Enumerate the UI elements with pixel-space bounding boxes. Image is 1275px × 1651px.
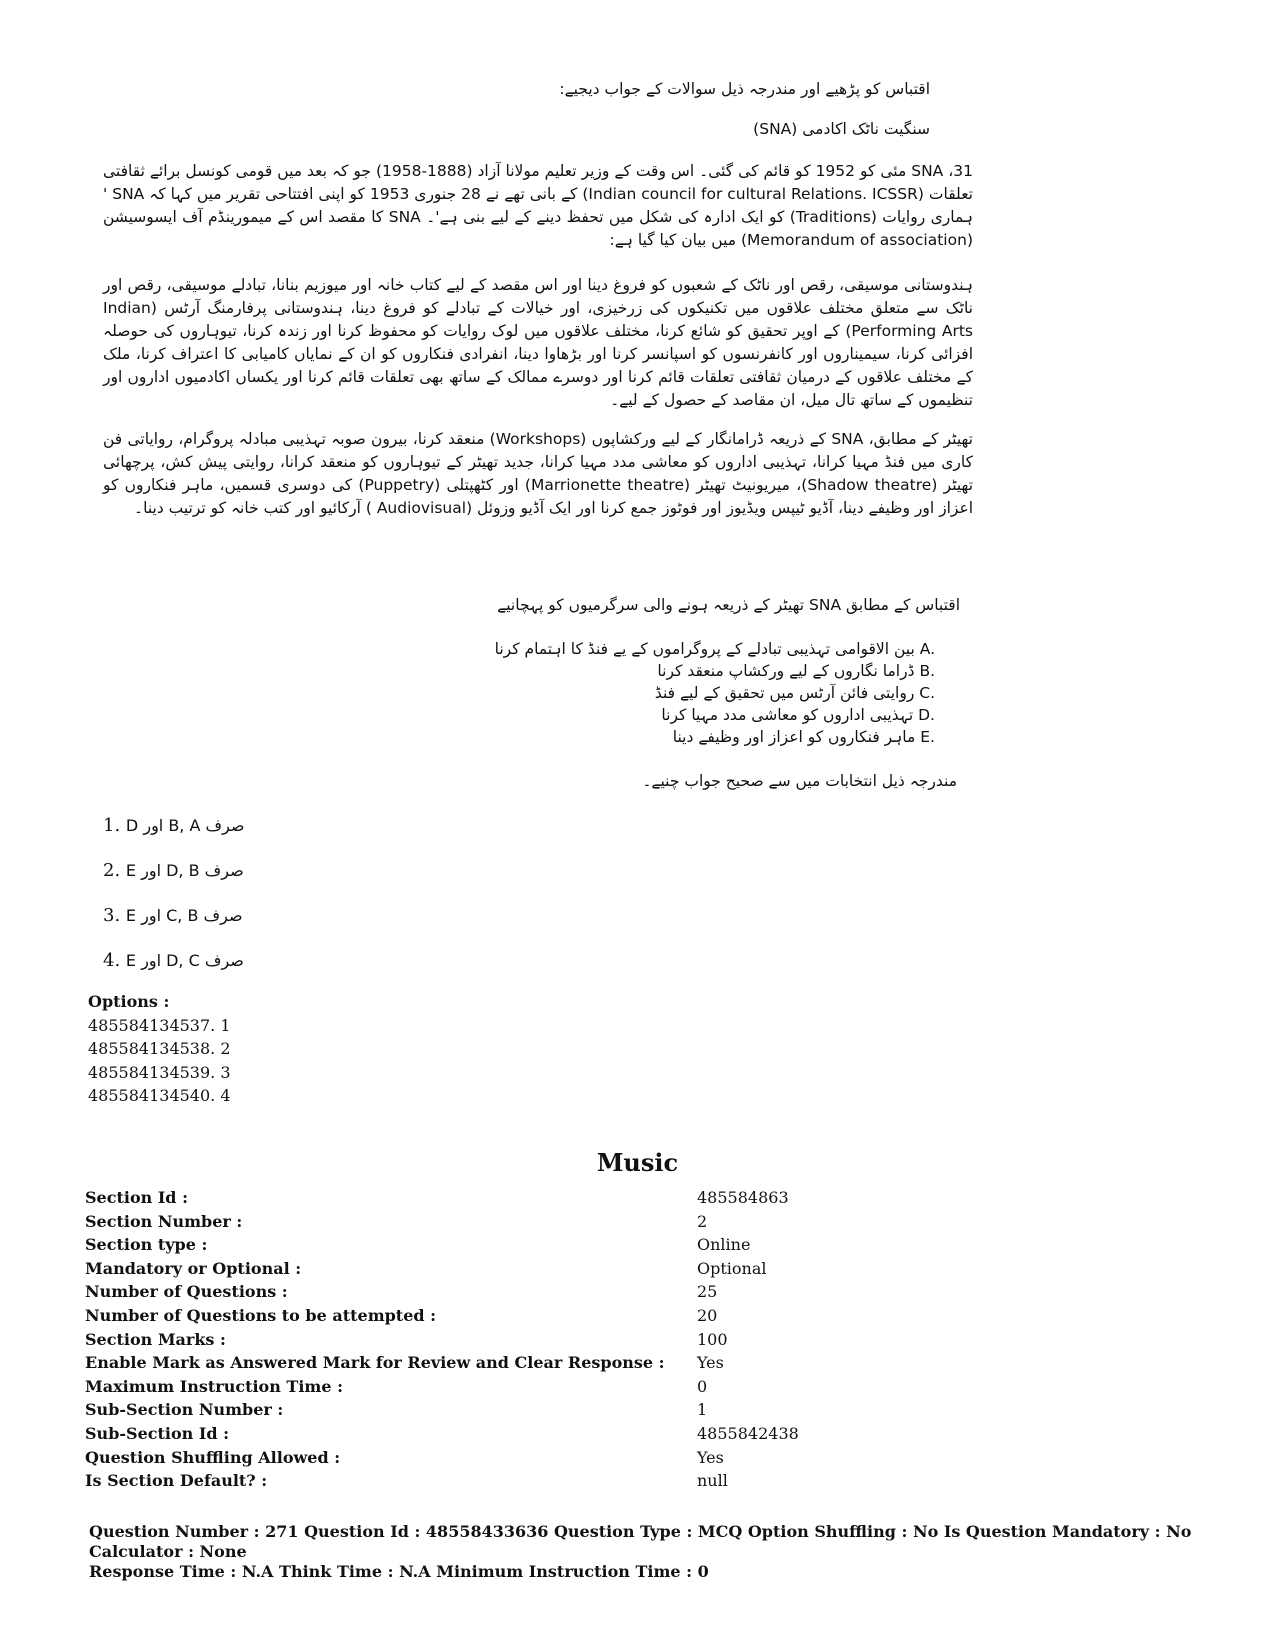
info-row xyxy=(85,1375,1185,1399)
info-row xyxy=(85,1280,1185,1304)
answer-list xyxy=(103,815,245,995)
statement-text: بین الاقوامی تہذیبی تبادلے کے پروگراموں کے یے فنڈ کا اہتمام کرنا xyxy=(494,640,915,658)
info-label: Number of Questions to be attempted : xyxy=(85,1305,437,1325)
info-label: Mandatory or Optional : xyxy=(85,1258,302,1278)
statement-list xyxy=(455,638,935,748)
options-block xyxy=(88,990,231,1108)
section-info-table xyxy=(85,1186,1185,1493)
info-label: Enable Mark as Answered Mark for Review and Clear Response : xyxy=(85,1353,665,1373)
info-value: 20 xyxy=(697,1305,718,1325)
statement-text: روایتی فائن آرٹس میں تحقیق کے لیے فنڈ xyxy=(654,684,915,702)
statement-item xyxy=(455,704,935,726)
info-value: Yes xyxy=(697,1447,724,1467)
info-label: Maximum Instruction Time : xyxy=(85,1376,343,1396)
info-value: 485584863 xyxy=(697,1188,789,1207)
info-value: 100 xyxy=(697,1329,728,1349)
statement-letter: C. xyxy=(919,684,935,702)
statement-item xyxy=(455,682,935,704)
statement-letter: E. xyxy=(920,728,935,746)
info-label: Question Shuffling Allowed : xyxy=(85,1447,341,1467)
info-row xyxy=(85,1422,1185,1446)
answer-text: صرف D, C اور E xyxy=(125,951,244,970)
info-label: Sub-Section Number : xyxy=(85,1400,284,1420)
statement-text: ماہر فنکاروں کو اعزاز اور وظیفے دینا xyxy=(672,728,916,746)
choose-instruction: مندرجہ ذیل انتخابات میں سے صحیح جواب چنیے۔ xyxy=(642,772,957,790)
answer-option[interactable] xyxy=(103,950,245,995)
question-text: اقتباس کے مطابق SNA تھیٹر کے ذریعہ ہونے والی سرگرمیوں کو پہچانیے xyxy=(497,596,960,614)
info-label: Section Marks : xyxy=(85,1329,226,1349)
info-value: 1 xyxy=(697,1400,708,1420)
section-title: Music xyxy=(596,1148,679,1177)
info-label: Is Section Default? : xyxy=(85,1471,268,1491)
info-row xyxy=(85,1304,1185,1328)
question-metadata-line-1: Question Number : 271 Question Id : 48558433636 Question Type : MCQ Option Shuffling : No Is Question Mandatory : No Calculator : None xyxy=(89,1522,1192,1561)
answer-number: 2. xyxy=(103,860,121,881)
question-metadata-line-2: Response Time : N.A Think Time : N.A Minimum Instruction Time : 0 xyxy=(89,1562,709,1581)
passage-intro: اقتباس کو پڑھیے اور مندرجہ ذیل سوالات کے جواب دیجیے: xyxy=(559,80,930,98)
statement-letter: A. xyxy=(919,640,935,658)
statement-item xyxy=(455,726,935,748)
info-label: Sub-Section Id : xyxy=(85,1423,229,1443)
info-row xyxy=(85,1210,1185,1234)
statement-text: تہذیبی اداروں کو معاشی مدد مہیا کرنا xyxy=(661,706,914,724)
info-value: Online xyxy=(697,1235,751,1255)
answer-text: صرف B, A اور D xyxy=(125,816,245,835)
answer-number: 1. xyxy=(103,815,121,836)
option-id: 485584134538. 2 xyxy=(88,1039,231,1058)
info-row xyxy=(85,1233,1185,1257)
info-value: 2 xyxy=(697,1211,708,1231)
info-label: Section Id : xyxy=(85,1188,188,1207)
answer-text: صرف D, B اور E xyxy=(125,861,244,880)
info-value: 25 xyxy=(697,1282,718,1302)
info-row xyxy=(85,1351,1185,1375)
option-id: 485584134537. 1 xyxy=(88,1015,231,1035)
answer-option[interactable] xyxy=(103,905,245,950)
info-value: 4855842438 xyxy=(697,1423,799,1443)
statement-letter: D. xyxy=(918,706,935,724)
passage-paragraph-3: تھیٹر کے مطابق، SNA کے ذریعہ ڈرامانگار کے لیے ورکشاپوں (Workshops) منعقد کرنا، بیرون صوبہ تہذیبی مبادلہ پروگرام، روایاتی فن کاری میں فنڈ مہیا کرانا، تہذیبی اداروں کو معاشی مدد مہیا کرانا، جدید تھیٹر کے تیوہاروں کو منعقد کرانا، روایتی پیش کش، پرچھائی تھیٹر (Shadow theatre)، میریونیٹ تھیٹر (Marrionette theatre) اور کٹھپتلی (Puppetry) کی دوسری قسمیں، ماہر فنکاروں کو اعزاز اور وظیفے دینا، آڈیو ٹیپس ویڈیوز اور فوٹوز جمع کرنا اور ایک آڈیو وزوئل (Audiovisual ) آرکائیو اور کتب خانہ کو ترتیب دینا۔ xyxy=(103,430,974,517)
option-id: 485584134539. 3 xyxy=(88,1062,231,1082)
passage-paragraph-2: ہندوستانی موسیقی، رقص اور ناٹک کے شعبوں کو فروغ دینا اور اس مقصد کے لیے کتاب خانہ اور میوزیم بنانا، تبادلے موسیقی، رقص اور ناٹک سے متعلق مختلف علاقوں میں تکنیکوں کی زرخیزی، اور خیالات کے تبادلے کو فروغ دینا، ہندوستانی پرفارمنگ آرٹس (Indian Performing Arts) کے اوپر تحقیق کو شائع کرنا، مختلف علاقوں میں لوک روایات کو محفوظ کرنا اور زندہ کرنا، تیوہاروں کی حوصلہ افزائی کرنا، سیمیناروں اور کانفرنسوں کو اسپانسر کرنا اور بڑھاوا دینا، انفرادی فنکاروں کو ان کے نمایاں کامیابی کا اعتراف کرنا، ملک کے مختلف علاقوں کے درمیان ثقافتی تعلقات قائم کرنا اور دوسرے ممالک کے ساتھ بھی تعلقات قائم کرنا اور یکساں اکادمیوں اداروں اور تنظیموں کے ساتھ تال میل، ان مقاصد کے حصول کے لیے۔ xyxy=(103,276,973,409)
answer-option[interactable] xyxy=(103,815,245,860)
info-label: Number of Questions : xyxy=(85,1282,288,1302)
question-metadata xyxy=(89,1522,1209,1582)
info-label: Section Number : xyxy=(85,1211,243,1231)
info-value: 0 xyxy=(697,1376,708,1396)
statement-item xyxy=(455,660,935,682)
statement-item xyxy=(455,638,935,660)
info-row xyxy=(85,1257,1185,1281)
passage-paragraph-1: SNA ،31 مئی کو 1952 کو قائم کی گئی۔ اس وقت کے وزیر تعلیم مولانا آزاد (1888-1958) جو کہ بعد میں قومی کونسل برائے ثقافتی تعلقات (Indian council for cultural Relations. ICSSR) کے بانی تھے نے 28 جنوری 1953 کو اپنی افتتاحی تقریر میں کہا کہ SNA ' ہماری روایات (Traditions) کو ایک ادارہ کی شکل میں تحفظ دینے کے لیے بنی ہے'۔ SNA کا مقصد اس کے میمورینڈم آف ایسوسیشن (Memorandum of association) میں بیان کیا گیا ہے: xyxy=(103,162,973,249)
info-label: Section type : xyxy=(85,1235,208,1255)
info-value: Yes xyxy=(697,1353,724,1373)
info-row xyxy=(85,1186,1185,1210)
info-value: Optional xyxy=(697,1258,767,1278)
statement-letter: B. xyxy=(919,662,935,680)
answer-option[interactable] xyxy=(103,860,245,905)
answer-text: صرف C, B اور E xyxy=(125,906,243,925)
answer-number: 4. xyxy=(103,950,121,971)
info-row xyxy=(85,1328,1185,1352)
answer-number: 3. xyxy=(103,905,121,926)
option-id: 485584134540. 4 xyxy=(88,1086,231,1105)
info-value: null xyxy=(697,1471,728,1491)
info-row xyxy=(85,1398,1185,1422)
passage-heading: سنگیت ناٹک اکادمی (SNA) xyxy=(753,120,930,138)
info-row xyxy=(85,1446,1185,1470)
statement-text: ڈراما نگاروں کے لیے ورکشاپ منعقد کرنا xyxy=(657,662,915,680)
options-title: Options : xyxy=(88,992,170,1011)
info-row xyxy=(85,1469,1185,1493)
